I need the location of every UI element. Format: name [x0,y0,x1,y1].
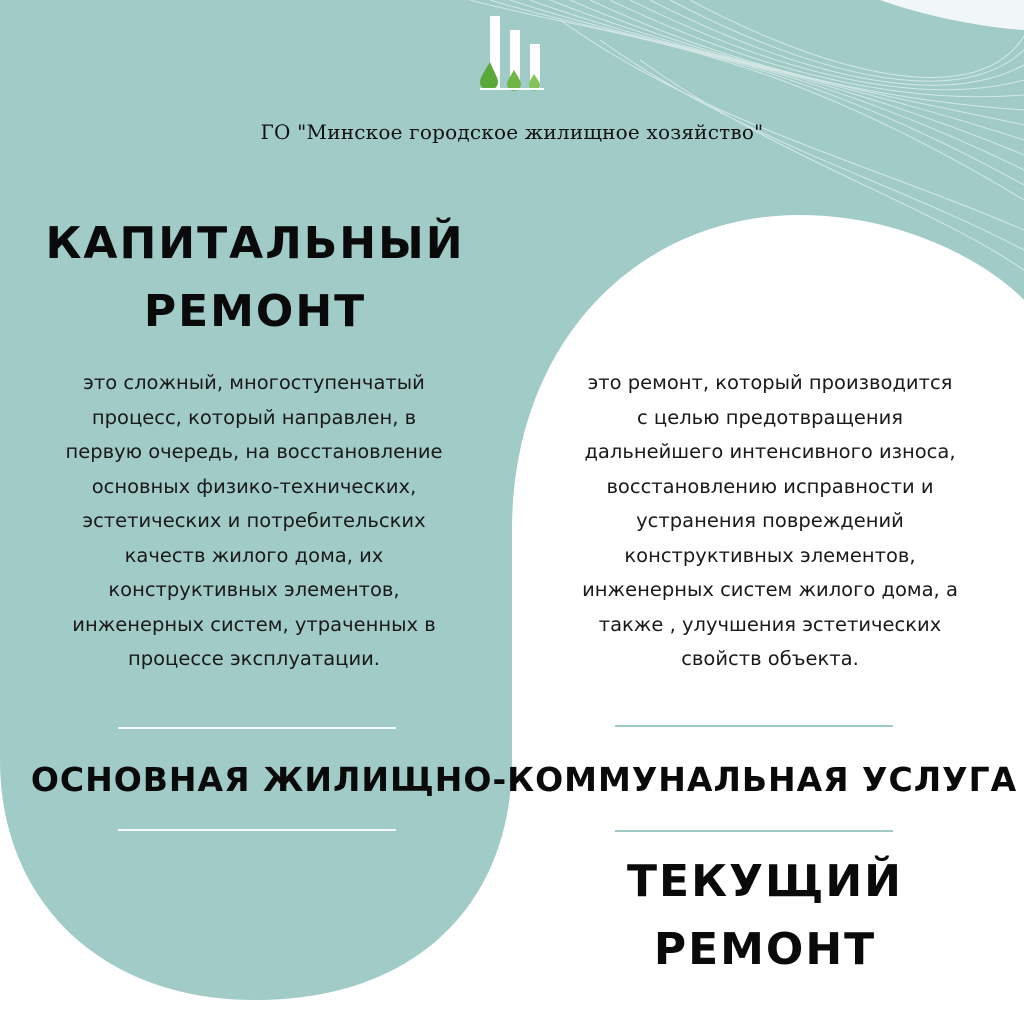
capital-description-line: процесс, который направлен, в [91,405,417,429]
capital-description-line: инженерных систем, утраченных в [72,612,436,636]
current-description-line: дальнейшего интенсивного износа, [584,440,956,463]
current-description-line: с целью предотвращения [637,405,903,429]
capital-description-line: основных физико-технических, [91,474,417,498]
capital-description-line: конструктивных элементов, [108,578,400,601]
capital-description-line: это сложный, многоступенчатый [83,371,425,394]
current-description-line: это ремонт, который производится [587,371,953,394]
current-description-line: устранения повреждений [636,509,904,532]
divider-left-bottom [118,829,396,831]
current-repair-description [530,366,1010,677]
current-repair-title-line2: РЕМОНТ [653,924,877,975]
capital-repair-description [14,366,494,677]
capital-description-line: эстетических и потребительских [82,509,426,532]
building-drops-logo-icon [474,16,560,96]
capital-description-line: процессе эксплуатации. [128,647,380,670]
current-description-line: конструктивных элементов, [624,543,916,567]
organization-name: ГО "Минское городское жилищное хозяйство" [260,120,764,144]
divider-right-bottom [615,830,893,832]
capital-description-line: качеств жилого дома, их [124,543,384,567]
capital-repair-heading [30,210,480,346]
capital-repair-title-line1: КАПИТАЛЬНЫЙ [45,218,465,269]
current-repair-heading [585,848,945,984]
current-description-line: свойств объекта. [681,647,859,670]
current-description-line: восстановлению исправности и [606,474,934,498]
divider-right-top [615,725,893,727]
divider-left-top [118,727,396,729]
main-service-label: ОСНОВНАЯ ЖИЛИЩНО-КОММУНАЛЬНАЯ УСЛУГА [30,760,1018,799]
capital-repair-title-line2: РЕМОНТ [143,286,367,337]
current-repair-title-line1: ТЕКУЩИЙ [627,856,903,907]
current-description-line: также , улучшения эстетических [598,612,942,636]
capital-description-line: первую очередь, на восстановление [65,440,443,463]
current-description-line: инженерных систем жилого дома, а [582,578,958,601]
